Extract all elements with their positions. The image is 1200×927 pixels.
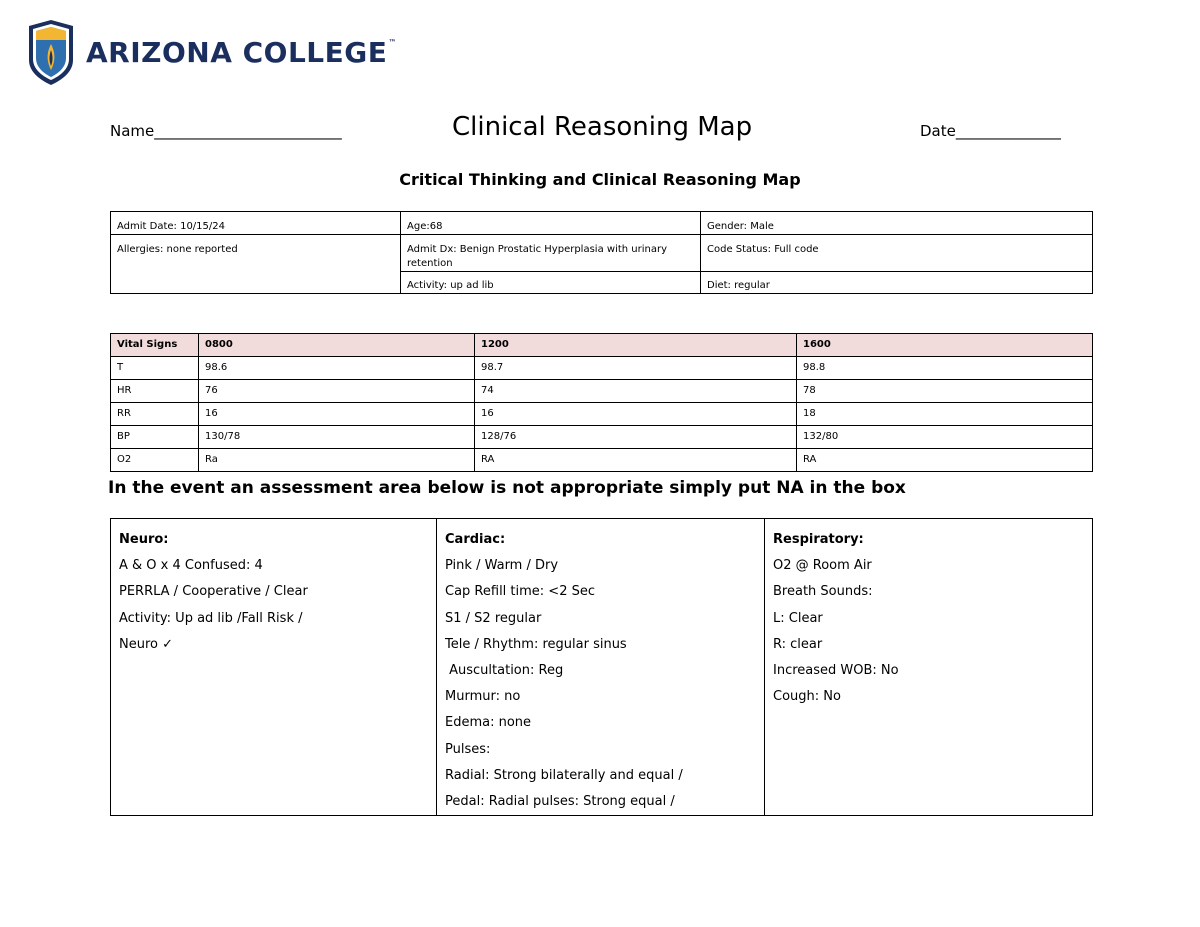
respiratory-line: R: clear <box>773 636 823 652</box>
respiratory-line: Increased WOB: No <box>773 663 899 679</box>
neuro-line: Neuro ✓ <box>119 636 173 652</box>
college-shield-icon <box>26 20 76 86</box>
cardiac-heading: Cardiac: <box>445 532 506 547</box>
vital-value-cell: 132/80 <box>797 426 1093 449</box>
vital-value-cell: 98.6 <box>199 357 475 380</box>
vital-value-cell: RA <box>797 449 1093 472</box>
assessment-instruction: In the event an assessment area below is not appropriate simply put NA in the box <box>108 478 906 498</box>
activity-cell: Activity: up ad lib <box>401 272 701 294</box>
vitals-header-cell: Vital Signs <box>111 334 199 357</box>
table-row <box>111 426 1093 449</box>
vital-signs-table <box>110 333 1093 472</box>
cardiac-line: Auscultation: Reg <box>445 663 564 679</box>
vital-value-cell: 76 <box>199 380 475 403</box>
vital-value-cell: 128/76 <box>475 426 797 449</box>
table-row <box>111 403 1093 426</box>
page-title: Clinical Reasoning Map <box>452 112 753 142</box>
vital-value-cell: 78 <box>797 380 1093 403</box>
vital-value-cell: 98.7 <box>475 357 797 380</box>
vital-value-cell: 16 <box>199 403 475 426</box>
date-field-label: Date______________ <box>920 122 1061 140</box>
table-row <box>111 380 1093 403</box>
vital-label-cell: RR <box>111 403 199 426</box>
vital-value-cell: 130/78 <box>199 426 475 449</box>
age-cell: Age:68 <box>401 212 701 235</box>
vital-label-cell: T <box>111 357 199 380</box>
vital-value-cell: 18 <box>797 403 1093 426</box>
assessment-table <box>110 518 1093 816</box>
respiratory-heading: Respiratory: <box>773 532 864 547</box>
respiratory-cell <box>765 519 1093 816</box>
name-field-label: Name_________________________ <box>110 122 342 140</box>
table-row <box>111 449 1093 472</box>
vital-label-cell: HR <box>111 380 199 403</box>
cardiac-line: S1 / S2 regular <box>445 610 542 626</box>
respiratory-line: O2 @ Room Air <box>773 558 872 574</box>
neuro-cell <box>111 519 437 816</box>
respiratory-line: L: Clear <box>773 610 823 626</box>
neuro-line: A & O x 4 Confused: 4 <box>119 558 263 574</box>
gender-cell: Gender: Male <box>701 212 1093 235</box>
logo-wordmark: ARIZONA COLLEGE™ <box>86 36 397 69</box>
vitals-header-cell: 1600 <box>797 334 1093 357</box>
admit-dx-cell: Admit Dx: Benign Prostatic Hyperplasia with urinary retention <box>401 235 701 272</box>
cardiac-line: Pink / Warm / Dry <box>445 558 559 574</box>
cardiac-line: Pulses: <box>445 741 491 757</box>
vital-value-cell: 16 <box>475 403 797 426</box>
cardiac-line: Cap Refill time: <2 Sec <box>445 584 595 600</box>
neuro-line: Activity: Up ad lib /Fall Risk / <box>119 610 303 626</box>
vital-value-cell: RA <box>475 449 797 472</box>
neuro-line: PERRLA / Cooperative / Clear <box>119 584 308 600</box>
vital-value-cell: 74 <box>475 380 797 403</box>
code-status-cell: Code Status: Full code <box>701 235 1093 272</box>
vital-value-cell: Ra <box>199 449 475 472</box>
cardiac-line: Murmur: no <box>445 689 521 705</box>
cardiac-cell <box>437 519 765 816</box>
page-subtitle: Critical Thinking and Clinical Reasoning Map <box>399 170 801 189</box>
cardiac-line: Pedal: Radial pulses: Strong equal / <box>445 794 675 810</box>
vital-value-cell: 98.8 <box>797 357 1093 380</box>
allergies-cell: Allergies: none reported <box>111 235 401 294</box>
diet-cell: Diet: regular <box>701 272 1093 294</box>
neuro-heading: Neuro: <box>119 532 169 547</box>
table-row <box>111 357 1093 380</box>
vital-label-cell: BP <box>111 426 199 449</box>
respiratory-line: Breath Sounds: <box>773 584 873 600</box>
vitals-header-row <box>111 334 1093 357</box>
vitals-header-cell: 1200 <box>475 334 797 357</box>
vitals-header-cell: 0800 <box>199 334 475 357</box>
arizona-college-logo <box>26 20 397 86</box>
respiratory-line: Cough: No <box>773 689 841 705</box>
patient-info-table <box>110 211 1093 294</box>
admit-date-cell: Admit Date: 10/15/24 <box>111 212 401 235</box>
cardiac-line: Edema: none <box>445 715 532 731</box>
cardiac-line: Tele / Rhythm: regular sinus <box>445 636 627 652</box>
vital-label-cell: O2 <box>111 449 199 472</box>
cardiac-line: Radial: Strong bilaterally and equal / <box>445 767 683 783</box>
